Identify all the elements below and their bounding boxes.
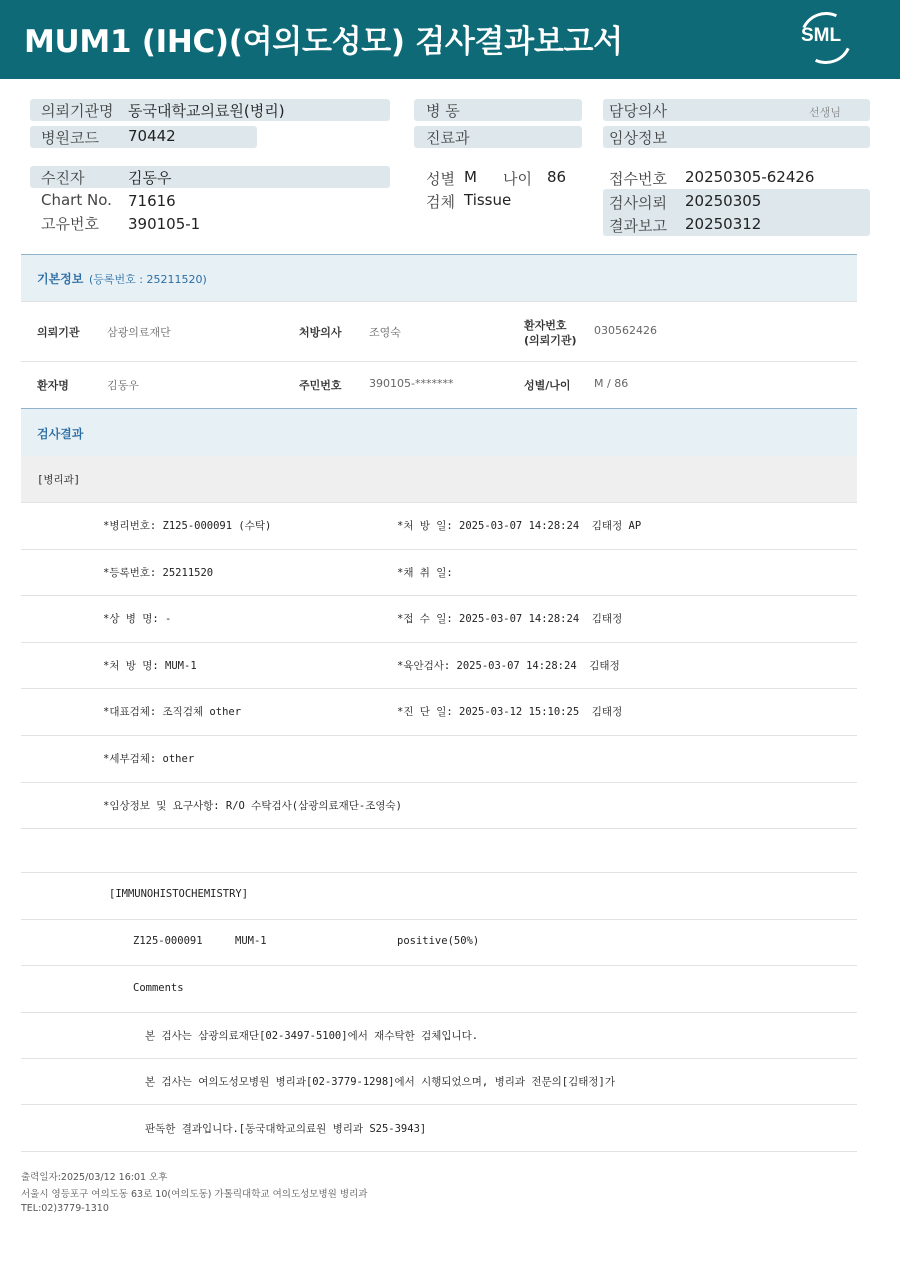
patno-label-2: (의뢰기관) bbox=[524, 334, 577, 347]
ihc-result: positive(50%) bbox=[397, 935, 480, 947]
footer-tel: TEL:02)3779-1310 bbox=[21, 1203, 109, 1214]
ward-label: 병 동 bbox=[426, 102, 460, 120]
patient-value: 김동우 bbox=[128, 169, 172, 187]
chart-label: Chart No. bbox=[41, 191, 112, 209]
result-line-right: *접 수 일: 2025-03-07 14:28:24 김태정 bbox=[397, 613, 623, 625]
request-label: 검사의뢰 bbox=[609, 194, 667, 212]
ihc-marker: MUM-1 bbox=[235, 935, 267, 947]
report-title: MUM1 (IHC)(여의도성모) 검사결과보고서 bbox=[24, 24, 623, 60]
hospital-code-label: 병원코드 bbox=[41, 129, 99, 147]
report-header bbox=[0, 0, 900, 79]
row-divider bbox=[21, 872, 857, 873]
ihc-title: [IMMUNOHISTOCHEMISTRY] bbox=[109, 888, 249, 900]
hospital-code-value: 70442 bbox=[128, 127, 176, 145]
basic-info-reg: (등록번호 : 25211520) bbox=[89, 273, 207, 286]
sml-logo bbox=[796, 12, 854, 66]
basic-info-title: 기본정보 bbox=[37, 272, 84, 286]
row-divider bbox=[21, 735, 857, 736]
comment-2: 본 검사는 여의도성모병원 병리과[02-3779-1298]에서 시행되었으며, 병리과 전문의[김태정]가 bbox=[145, 1076, 615, 1088]
result-line-left: *임상정보 및 요구사항: R/O 수탁검사(삼광의료재단-조영숙) bbox=[103, 800, 403, 812]
result-line-left: *병리번호: Z125-000091 (수탁) bbox=[103, 520, 272, 532]
result-line-left: *처 방 명: MUM-1 bbox=[103, 660, 197, 672]
row-divider bbox=[21, 828, 857, 829]
sex-label: 성별 bbox=[426, 170, 455, 188]
doctor-suffix: 선생님 bbox=[809, 106, 841, 119]
patient-label: 수진자 bbox=[41, 169, 85, 187]
age-value: 86 bbox=[547, 168, 567, 186]
dept-label: 진료과 bbox=[426, 129, 470, 147]
row-divider bbox=[21, 549, 857, 550]
age-label: 나이 bbox=[503, 170, 532, 188]
doctor-label: 담당의사 bbox=[609, 102, 667, 120]
sexage-label: 성별/나이 bbox=[524, 379, 571, 392]
patno-label-1: 환자번호 bbox=[524, 319, 567, 332]
rrn-label: 주민번호 bbox=[299, 379, 342, 392]
result-line-left: *등록번호: 25211520 bbox=[103, 567, 214, 579]
comments-label: Comments bbox=[133, 982, 184, 994]
unique-label: 고유번호 bbox=[41, 215, 99, 233]
footer-address: 서울시 영등포구 여의도동 63로 10(여의도동) 가톨릭대학교 여의도성모병원 병리과 bbox=[21, 1189, 368, 1200]
specimen-value: Tissue bbox=[464, 191, 512, 209]
logo-text: SML bbox=[801, 25, 842, 46]
row-divider bbox=[21, 595, 857, 596]
sex-value: M bbox=[464, 168, 477, 186]
result-line-right: *육안검사: 2025-03-07 14:28:24 김태정 bbox=[397, 660, 620, 672]
org-label: 의뢰기관 bbox=[37, 326, 80, 339]
physician-label: 처방의사 bbox=[299, 326, 342, 339]
row-divider bbox=[21, 782, 857, 783]
physician-value: 조영숙 bbox=[369, 326, 401, 339]
footer-print-date: 출력일자:2025/03/12 16:01 오후 bbox=[21, 1172, 168, 1183]
result-line-left: *대표검체: 조직검체 other bbox=[103, 706, 242, 718]
receipt-value: 20250305-62426 bbox=[685, 168, 815, 186]
result-title: 검사결과 bbox=[37, 427, 84, 441]
result-line-left: *상 병 명: - bbox=[103, 613, 172, 625]
result-line-right: *채 취 일: bbox=[397, 567, 453, 579]
unique-value: 390105-1 bbox=[128, 215, 201, 233]
name-label: 환자명 bbox=[37, 379, 69, 392]
result-header bbox=[21, 408, 857, 456]
referral-org-label: 의뢰기관명 bbox=[41, 102, 114, 120]
dept-text: [병리과] bbox=[37, 474, 81, 486]
ihc-number: Z125-000091 bbox=[133, 935, 203, 947]
comment-1: 본 검사는 삼광의료재단[02-3497-5100]에서 재수탁한 검체입니다. bbox=[145, 1030, 479, 1042]
org-value: 삼광의료재단 bbox=[107, 326, 171, 339]
specimen-label: 검체 bbox=[426, 193, 455, 211]
name-value: 김동우 bbox=[107, 379, 139, 392]
result-line-right: *처 방 일: 2025-03-07 14:28:24 김태정 AP bbox=[397, 520, 642, 532]
report-label: 결과보고 bbox=[609, 217, 667, 235]
request-value: 20250305 bbox=[685, 192, 762, 210]
rrn-value: 390105-******* bbox=[369, 377, 454, 390]
patno-value: 030562426 bbox=[594, 324, 657, 337]
referral-org-value: 동국대학교의료원(병리) bbox=[128, 102, 285, 120]
result-line-right: *진 단 일: 2025-03-12 15:10:25 김태정 bbox=[397, 706, 623, 718]
comment-3: 판독한 결과입니다.[동국대학교의료원 병리과 S25-3943] bbox=[145, 1123, 427, 1135]
report-value: 20250312 bbox=[685, 215, 762, 233]
clinical-label: 임상정보 bbox=[609, 129, 667, 147]
dept-row bbox=[21, 456, 857, 503]
basic-info-header bbox=[21, 254, 857, 301]
sexage-value: M / 86 bbox=[594, 377, 629, 390]
receipt-label: 접수번호 bbox=[609, 170, 667, 188]
chart-value: 71616 bbox=[128, 192, 176, 210]
result-line-left: *세부검체: other bbox=[103, 753, 195, 765]
row-divider bbox=[21, 688, 857, 689]
row-divider bbox=[21, 642, 857, 643]
